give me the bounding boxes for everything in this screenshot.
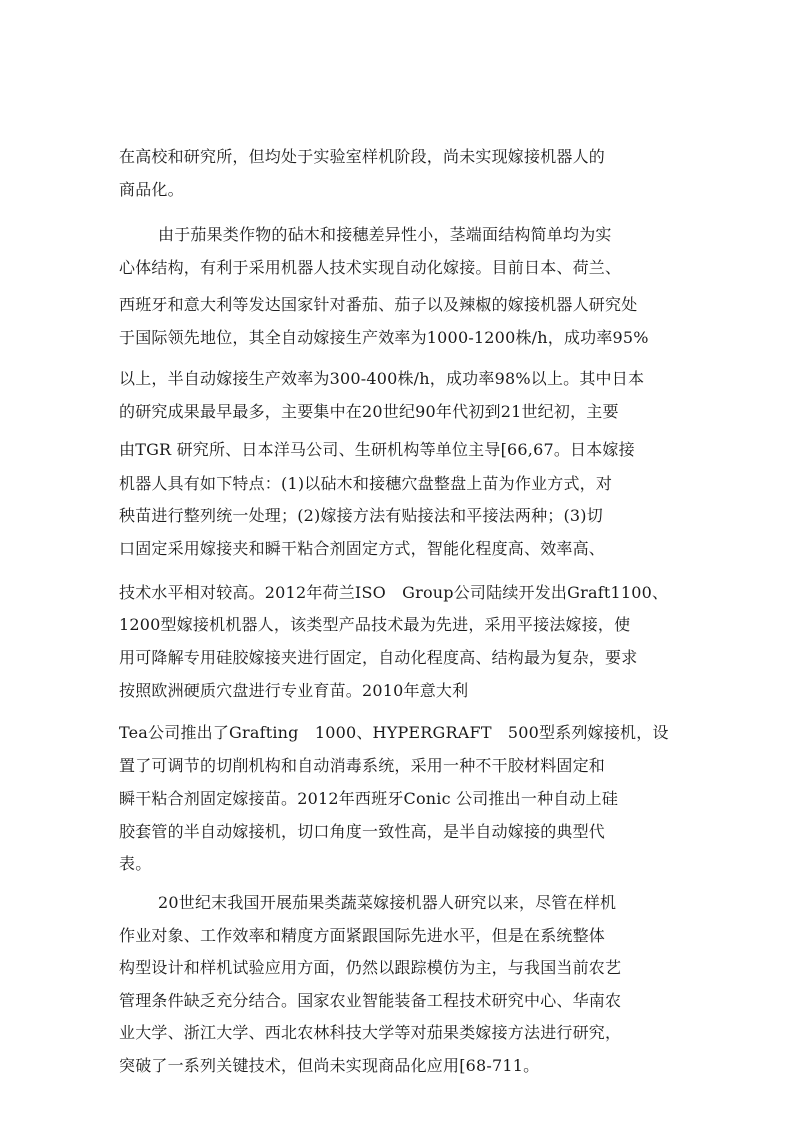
text-line: 20世纪末我国开展茄果类蔬菜嫁接机器人研究以来，尽管在样机 <box>158 893 617 912</box>
text-line: 按照欧洲硬质穴盘进行专业育苗。2010年意大利 <box>119 681 469 700</box>
text-line: 心体结构，有利于采用机器人技术实现自动化嫁接。目前日本、荷兰、 <box>119 258 622 277</box>
text-line: 秧苗进行整列统一处理；(2)嫁接方法有贴接法和平接法两种；(3)切 <box>119 506 603 525</box>
text-line: 的研究成果最早最多，主要集中在20世纪90年代初到21世纪初，主要 <box>119 402 619 421</box>
text-line: 胶套管的半自动嫁接机，切口角度一致性高，是半自动嫁接的典型代 <box>119 822 606 841</box>
text-line: 口固定采用嫁接夹和瞬干粘合剂固定方式，智能化程度高、效率高、 <box>119 539 606 558</box>
text-line: 以上，半自动嫁接生产效率为300-400株/h，成功率98%以上。其中日本 <box>119 369 645 388</box>
text-line: 在高校和研究所，但均处于实验室样机阶段，尚未实现嫁接机器人的 <box>119 147 606 166</box>
text-line: 表。 <box>119 854 152 873</box>
text-line: 由TGR 研究所、日本洋马公司、生研机构等单位主导[66,67。日本嫁接 <box>119 440 635 459</box>
text-line: 置了可调节的切削机构和自动消毒系统，采用一种不干胶材料固定和 <box>119 756 606 775</box>
text-line: 用可降解专用硅胶嫁接夹进行固定，自动化程度高、结构最为复杂，要求 <box>119 648 638 667</box>
text-line: 管理条件缺乏充分结合。国家农业智能装备工程技术研究中心、华南农 <box>119 991 622 1010</box>
text-line: 突破了一系列关键技术，但尚未实现商品化应用[68-711。 <box>119 1056 540 1075</box>
text-line: 构型设计和样机试验应用方面，仍然以跟踪模仿为主，与我国当前农艺 <box>119 958 622 977</box>
text-line: 于国际领先地位，其全自动嫁接生产效率为1000-1200株/h，成功率95% <box>119 328 649 347</box>
text-line: 业大学、浙江大学、西北农林科技大学等对茄果类嫁接方法进行研究， <box>119 1023 622 1042</box>
text-line: 技术水平相对较高。2012年荷兰ISO Group公司陆续开发出Graft1100、 <box>119 583 669 602</box>
text-line: 由于茄果类作物的砧木和接穗差异性小，茎端面结构简单均为实 <box>158 225 612 244</box>
text-line: 作业对象、工作效率和精度方面紧跟国际先进水平，但是在系统整体 <box>119 926 606 945</box>
text-line: 商品化。 <box>119 180 184 199</box>
text-line: Tea公司推出了Grafting 1000、HYPERGRAFT 500型系列嫁接机，设 <box>119 723 669 742</box>
text-line: 瞬干粘合剂固定嫁接苗。2012年西班牙Conic 公司推出一种自动上硅 <box>119 789 619 808</box>
text-line: 1200型嫁接机机器人，该类型产品技术最为先进，采用平接法嫁接，使 <box>119 615 631 634</box>
text-line: 机器人具有如下特点：(1)以砧木和接穗穴盘整盘上苗为作业方式，对 <box>119 474 613 493</box>
text-line: 西班牙和意大利等发达国家针对番茄、茄子以及辣椒的嫁接机器人研究处 <box>119 295 638 314</box>
